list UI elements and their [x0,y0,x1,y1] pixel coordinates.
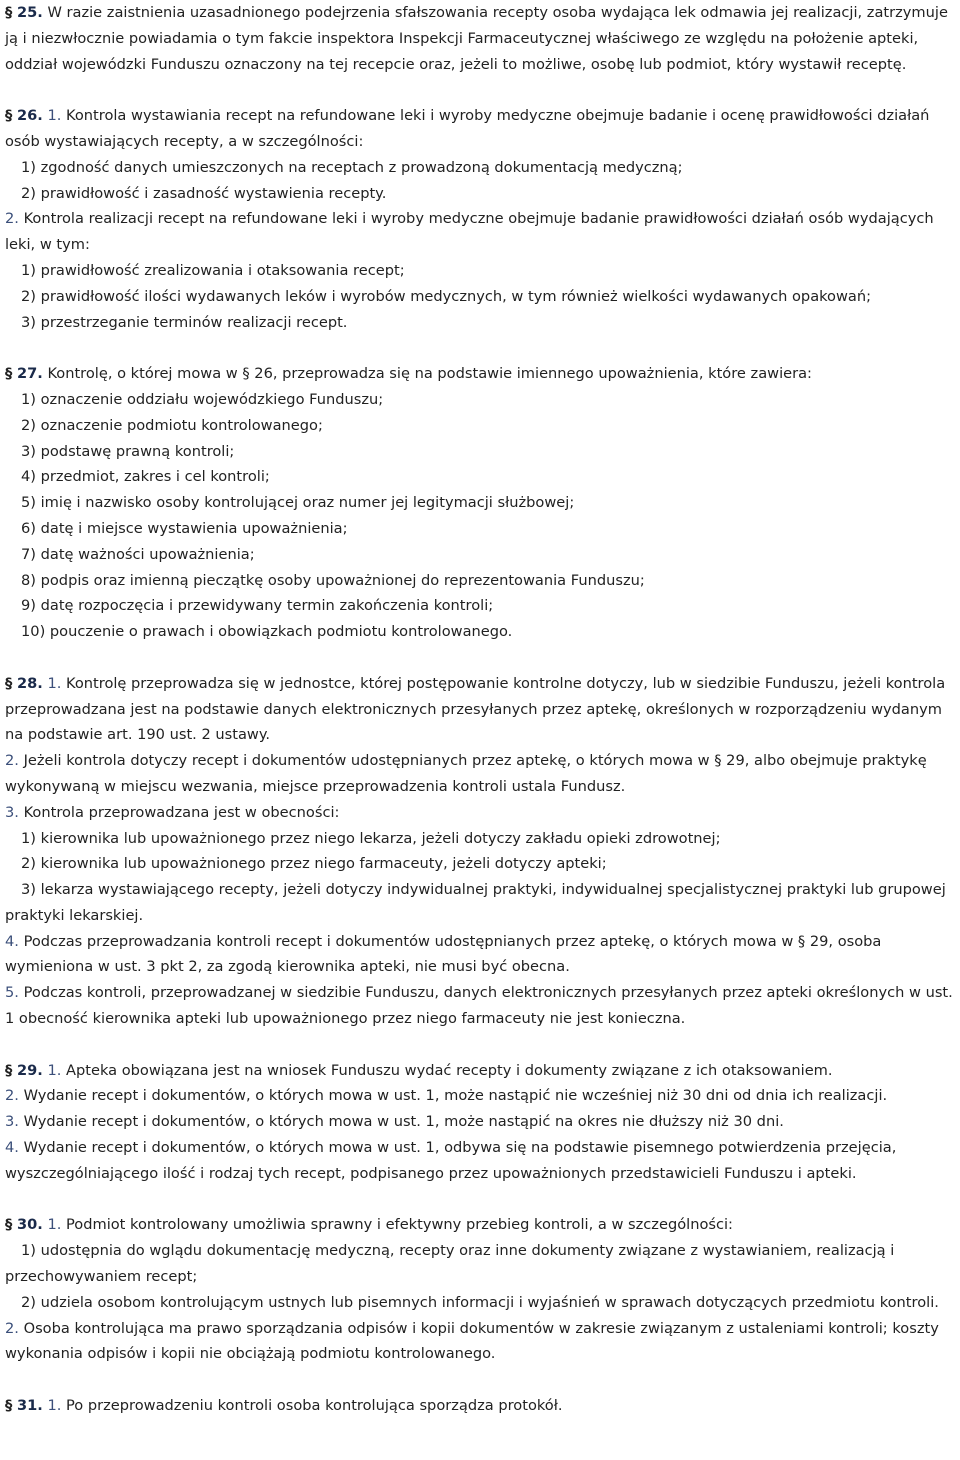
paragraph-text [5,1135,954,1187]
list-item [5,258,954,284]
paragraph-text [5,748,954,800]
list-item [5,310,954,336]
ust-number: 5. [5,984,19,1002]
ust-number: 4. [5,932,19,950]
item-text: 2) udziela osobom kontrolującym ustnych lub pisemnych informacji i wyjaśnień w sprawach dotyczących przedmiotu kontroli. [21,1293,939,1311]
paragraph-text [5,800,954,826]
paragraph-body: Kontrolę, o której mowa w § 26, przeprowadza się na podstawie imiennego upoważnienia, które zawiera: [47,365,812,383]
section-sign: § [5,365,13,383]
list-item [5,593,954,619]
paragraph-text [5,206,954,258]
paragraph-body: Wydanie recept i dokumentów, o których mowa w ust. 1, może nastąpić na okres nie dłuższy niż 30 dni. [23,1113,784,1131]
item-text: 3) podstawę prawną kontroli; [21,442,235,460]
paragraph-text [5,103,954,155]
paragraph-section-31 [5,1393,954,1419]
paragraph-text [5,671,954,748]
paragraph-section-27 [5,361,954,645]
paragraph-text [5,361,954,387]
paragraph-body: Podmiot kontrolowany umożliwia sprawny i efektywny przebieg kontroli, a w szczególności: [66,1216,733,1234]
list-item [5,516,954,542]
list-item [5,439,954,465]
list-item [5,464,954,490]
item-text: 4) przedmiot, zakres i cel kontroli; [21,468,270,486]
item-text: 1) zgodność danych umieszczonych na receptach z prowadzoną dokumentacją medyczną; [21,158,683,176]
item-text: 3) przestrzeganie terminów realizacji recept. [21,313,348,331]
list-item [5,490,954,516]
item-text: 3) lekarza wystawiającego recepty, jeżeli dotyczy indywidualnej praktyki, indywidualnej specjalistycznej praktyki lub grupowej praktyki lekarskiej. [5,881,946,924]
section-sign: § [5,1397,13,1415]
section-number: 26. [16,107,43,125]
paragraph-body: Podczas kontroli, przeprowadzanej w siedzibie Funduszu, danych elektronicznych przesyłanych przez apteki określonych w ust. 1 obecność kierownika apteki lub upoważnionego przez niego farmaceuty nie jest konieczna. [5,984,953,1028]
paragraph-text [5,1109,954,1135]
list-item [5,542,954,568]
section-sign: § [5,1216,13,1234]
ust-number: 3. [5,803,19,821]
item-text: 1) kierownika lub upoważnionego przez niego lekarza, jeżeli dotyczy zakładu opieki zdrowotnej; [21,829,721,847]
item-text: 1) udostępnia do wglądu dokumentację medyczną, recepty oraz inne dokumenty związane z wystawianiem, realizacją i przechowywaniem recept; [5,1242,895,1286]
paragraph-body: Wydanie recept i dokumentów, o których mowa w ust. 1, może nastąpić nie wcześniej niż 30 dni od dnia ich realizacji. [23,1087,888,1105]
section-number: 28. [16,674,43,692]
section-number: 31. [16,1397,43,1415]
ust-number: 2. [5,210,19,228]
item-text: 1) prawidłowość zrealizowania i otaksowania recept; [21,261,405,279]
list-item [5,284,954,310]
section-number: 25. [16,4,43,21]
item-text: 1) oznaczenie oddziału wojewódzkiego Funduszu; [21,390,384,408]
paragraph-body: Kontrola wystawiania recept na refundowane leki i wyroby medyczne obejmuje badanie i ocenę prawidłowości działań osób wystawiających recepty, a w szczególności: [5,107,930,150]
paragraph-text [5,929,954,981]
ust-number: 1. [47,1216,62,1234]
section-sign: § [5,1061,13,1079]
list-item [5,413,954,439]
ust-number: 2. [5,1087,19,1105]
paragraph-section-28 [5,671,954,1032]
ust-number: 1. [47,674,62,692]
paragraph-text [5,1083,954,1109]
section-sign: § [5,674,13,692]
ust-number: 1. [47,1397,62,1415]
list-item [5,619,954,645]
paragraph-body: Jeżeli kontrola dotyczy recept i dokumentów udostępnianych przez aptekę, o których mowa w § 29, albo obejmuje praktykę wykonywaną w miejscu wezwania, miejsce przeprowadzenia kontroli ustala Fundusz. [5,752,927,795]
item-text: 9) datę rozpoczęcia i przewidywany termin zakończenia kontroli; [21,597,494,615]
paragraph-text [5,0,954,77]
item-text: 8) podpis oraz imienną pieczątkę osoby upoważnionej do reprezentowania Funduszu; [21,571,645,589]
paragraph-body: Kontrolę przeprowadza się w jednostce, której postępowanie kontrolne dotyczy, lub w siedzibie Funduszu, jeżeli kontrola przeprowadzana jest na podstawie danych elektronicznych przesyłanych przez aptekę, określonych w rozporządzeniu wydanym na podstawie art. 190 ust. 2 ustawy. [5,674,946,744]
list-item [5,181,954,207]
ust-number: 3. [5,1113,19,1131]
paragraph-body: Osoba kontrolująca ma prawo sporządzania odpisów i kopii dokumentów w zakresie związanym z ustaleniami kontroli; koszty wykonania odpisów i kopii nie obciążają podmiotu kontrolowanego. [5,1319,939,1363]
paragraph-section-25 [5,0,954,77]
list-item [5,826,954,852]
paragraph-body: Kontrola realizacji recept na refundowane leki i wyroby medyczne obejmuje badanie prawidłowości działań osób wydających leki, w tym: [5,210,934,254]
paragraph-body: Podczas przeprowadzania kontroli recept i dokumentów udostępnianych przez aptekę, o których mowa w § 29, osoba wymieniona w ust. 3 pkt 2, za zgodą kierownika apteki, nie musi być obecna. [5,932,882,976]
paragraph-text [5,980,954,1032]
list-item [5,568,954,594]
item-text: 2) kierownika lub upoważnionego przez niego farmaceuty, jeżeli dotyczy apteki; [21,855,607,873]
ust-number: 2. [5,752,19,770]
paragraph-section-26 [5,103,954,335]
ust-number: 4. [5,1139,19,1157]
paragraph-section-30 [5,1212,954,1367]
paragraph-body: Apteka obowiązana jest na wniosek Funduszu wydać recepty i dokumenty związane z ich otaksowaniem. [66,1061,833,1079]
paragraph-section-29 [5,1058,954,1187]
list-item [5,155,954,181]
item-text: 2) prawidłowość i zasadność wystawienia recepty. [21,184,387,202]
list-item [5,1290,954,1316]
paragraph-body: Kontrola przeprowadzana jest w obecności: [23,803,340,821]
section-sign: § [5,107,13,125]
ust-number: 1. [47,107,62,125]
list-item [5,387,954,413]
paragraph-text [5,1212,954,1238]
paragraph-text [5,1316,954,1368]
item-text: 2) oznaczenie podmiotu kontrolowanego; [21,416,323,434]
paragraph-text [5,1058,954,1084]
item-text: 6) datę i miejsce wystawienia upoważnienia; [21,519,348,537]
ust-number: 2. [5,1319,19,1337]
item-text: 2) prawidłowość ilości wydawanych leków i wyrobów medycznych, w tym również wielkości wydawanych opakowań; [21,287,872,305]
paragraph-body: Wydanie recept i dokumentów, o których mowa w ust. 1, odbywa się na podstawie pisemnego potwierdzenia przejęcia, wyszczególniającego ilość i rodzaj tych recept, podpisanego przez upoważnionych przedstawicieli Funduszu i apteki. [5,1139,897,1182]
item-text: 5) imię i nazwisko osoby kontrolującej oraz numer jej legitymacji służbowej; [21,494,575,512]
paragraph-text [5,1393,954,1419]
section-number: 27. [16,365,43,383]
paragraph-body: Po przeprowadzeniu kontroli osoba kontrolująca sporządza protokół. [66,1397,563,1415]
list-item [5,1238,954,1290]
list-item [5,851,954,877]
paragraph-body: W razie zaistnienia uzasadnionego podejrzenia sfałszowania recepty osoba wydająca lek odmawia jej realizacji, zatrzymuje ją i niezwłocznie powiadamia o tym fakcie inspektora Inspekcji Farmaceutycznej właściwego ze względu na położenie apteki, oddział wojewódzki Funduszu oznaczony na tej recepcie oraz, jeżeli to możliwe, osobę lub podmiot, który wystawił receptę. [5,4,948,73]
list-item [5,877,954,929]
item-text: 10) pouczenie o prawach i obowiązkach podmiotu kontrolowanego. [21,623,513,641]
section-number: 29. [16,1061,43,1079]
section-number: 30. [16,1216,43,1234]
ust-number: 1. [47,1061,62,1079]
section-sign: § [5,4,13,21]
item-text: 7) datę ważności upoważnienia; [21,545,255,563]
